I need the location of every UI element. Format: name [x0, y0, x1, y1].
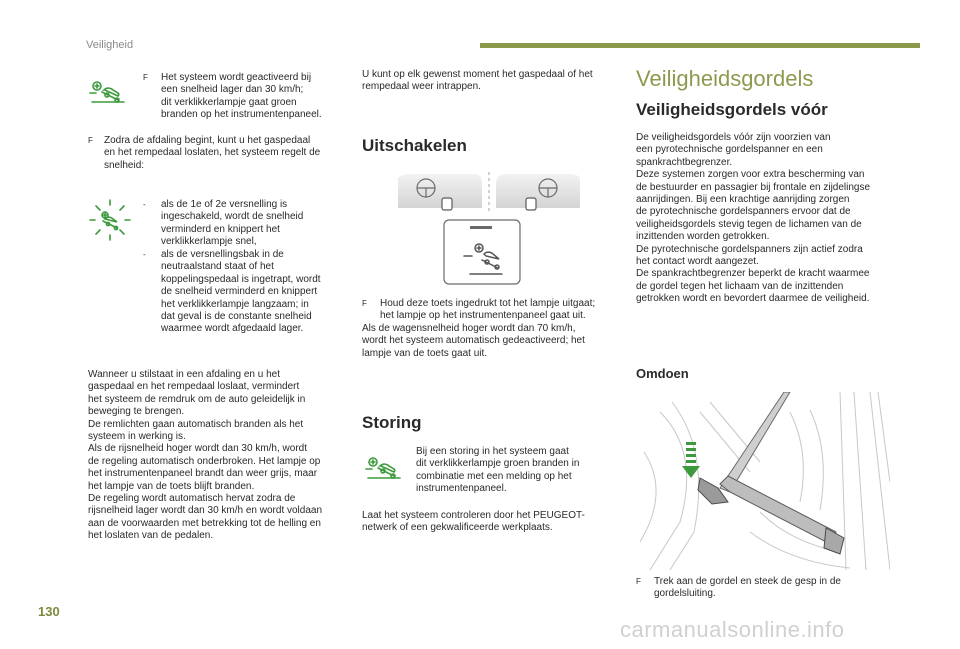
- omdoen-heading: Omdoen: [636, 366, 689, 381]
- activation-text: Het systeem wordt geactiveerd bij een snelheid lager dan 30 km/h; dit verklikkerlampje gaat groen branden op het instrumentenpaneel.: [161, 72, 322, 121]
- network-text: Laat het systeem controleren door het PEUGEOT- netwerk of een gekwalificeerde werkplaats.: [362, 510, 585, 534]
- fasten-text: Trek aan de gordel en steek de gesp in de gordelsluiting.: [654, 576, 841, 600]
- section-title: Veiligheid: [86, 39, 134, 51]
- seatbelt-illustration: [640, 392, 890, 570]
- storing-heading: Storing: [362, 413, 422, 432]
- bullet-marker: F: [88, 136, 93, 145]
- gear-text: als de 1e of 2e versnelling is ingeschakeld, wordt de snelheid verminderd en knippert het verklikkerlampje snel,: [161, 199, 304, 248]
- uitschakelen-heading: Uitschakelen: [362, 136, 467, 155]
- front-seatbelts-heading: Veiligheidsgordels vóór: [636, 100, 828, 119]
- standstill-paragraph: Wanneer u stilstaat in een afdaling en u het gaspedaal en het rempedaal loslaat, vermindert het systeem de remdruk om de auto geleidelijk in beweging te brengen. De remlichten gaan automatisch branden als het systeem in werking is. Als de rijsnelheid hoger wordt dan 30 km/h, wordt de regeling automatisch onderbroken. Het lampje op het instrumentenpaneel brandt dan weer grijs, maar het lampje van de toets blijft branden. De regeling wordt automatisch hervat zodra de rijsnelheid lager wordt dan 30 km/h en wordt voldaan aan de voorwaarden met betrekking tot de helling en het loslaten van de pedalen.: [88, 369, 323, 542]
- dash-marker: -: [143, 250, 146, 259]
- hill-descent-icon: [88, 80, 128, 106]
- seatbelts-heading: Veiligheidsgordels: [636, 66, 814, 91]
- hill-descent-fault-icon: [364, 456, 404, 482]
- bullet-marker: F: [636, 577, 641, 586]
- speed-deactivation-text: Als de wagensnelheid hoger wordt dan 70 km/h, wordt het systeem automatisch gedeactiveerd; het lampje van de toets gaat uit.: [362, 323, 585, 359]
- header-bar: [480, 43, 920, 48]
- hill-descent-flashing-icon: [88, 198, 132, 242]
- hold-button-text: Houd deze toets ingedrukt tot het lampje uitgaat; het lampje op het instrumentenpaneel gaat uit.: [380, 298, 596, 322]
- intro-text: U kunt op elk gewenst moment het gaspedaal of het rempedaal weer intrappen.: [362, 69, 593, 93]
- bullet-marker: F: [143, 73, 148, 82]
- dash-marker: -: [143, 200, 146, 209]
- seatbelts-paragraph: De veiligheidsgordels vóór zijn voorzien van een pyrotechnische gordelspanner en een spankrachtbegrenzer. Deze systemen zorgen voor extra bescherming van de bestuurder en passagier bij frontale en zijdelingse aanrijdingen. Bij een krachtige aanrijding zorgen de pyrotechnische gordelspanners ervoor dat de veiligheidsgordels stevig tegen de lichamen van de inzittenden worden getrokken. De pyrotechnische gordelspanners zijn actief zodra het contact wordt aangezet. De spankrachtbegrenzer beperkt de kracht waarmee de gordel tegen het lichaam van de inzittenden getrokken wordt en bevordert daarmee de veiligheid.: [636, 132, 871, 305]
- dashboard-switch-illustration: [398, 170, 580, 288]
- fault-text: Bij een storing in het systeem gaat dit verklikkerlampje groen branden in combinatie met een melding op het instrumentenpaneel.: [416, 446, 580, 495]
- bullet-marker: F: [362, 299, 367, 308]
- page-number: 130: [38, 604, 60, 619]
- descent-text: Zodra de afdaling begint, kunt u het gaspedaal en het rempedaal loslaten, het systeem regelt de snelheid:: [104, 135, 321, 171]
- watermark: carmanualsonline.info: [620, 617, 845, 642]
- neutral-text: als de versnellingsbak in de neutraalstand staat of het koppelingspedaal is ingetrapt, wordt de snelheid verminderd en knippert het verklikkerlampje langzaam; in dat geval is de constante snelheid waarmee wordt afgedaald lager.: [161, 249, 321, 335]
